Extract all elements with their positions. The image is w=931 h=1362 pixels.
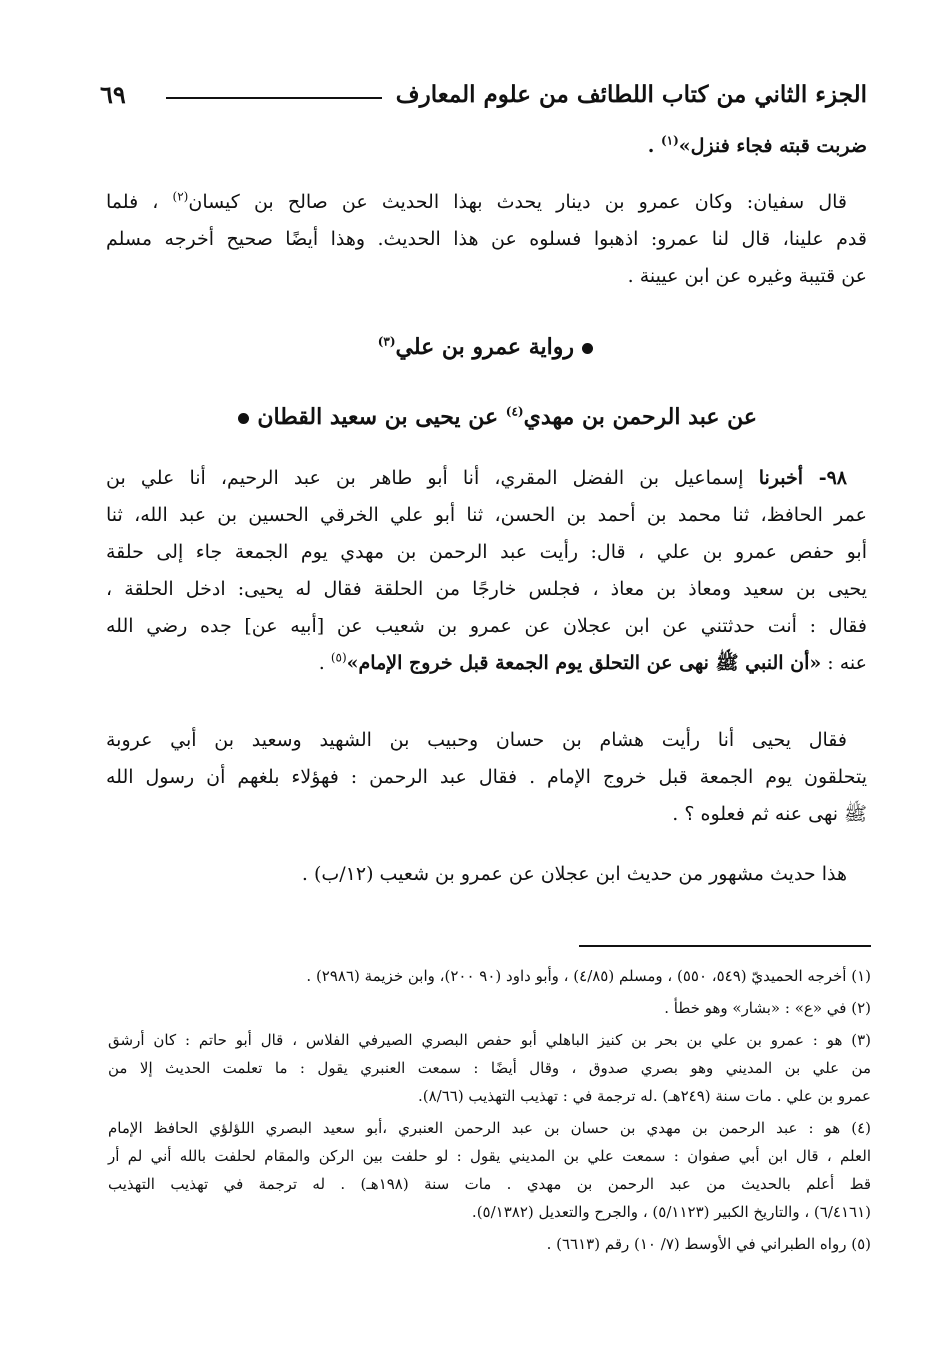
footnotes <box>108 962 871 1262</box>
text-line: هذا حديث مشهور من حديث ابن عجلان عن عمرو بن شعيب (١٢/ب) . <box>301 863 847 885</box>
header-rule <box>166 97 382 99</box>
footnote-2: (٢) في «ع» : «بشار» وهو خطأ . <box>664 999 871 1017</box>
text-line: فقال : أنت حدثتني عن ابن عجلان عن عمرو بن شعيب عن [أبيه عن] جده رضي الله <box>106 615 867 637</box>
paragraph-yahya <box>106 722 847 759</box>
page-number: ٦٩ <box>100 79 126 109</box>
text-line: يتحلقون يوم الجمعة قبل خروج الإمام . فقال عبد الرحمن : فهؤلاء بلغهم أن رسول الله <box>106 766 867 788</box>
text-line: عن قتيبة وغيره عن ابن عيينة . <box>627 265 867 287</box>
footnote-ref: (٣) <box>377 334 396 349</box>
paragraph-continuation <box>106 128 867 165</box>
text-line: عمر الحافظ، ثنا محمد بن أحمد بن الحسن، ثنا أبو علي الخرقي الحسين بن عبد الله، ثنا <box>106 504 867 526</box>
running-header <box>100 74 867 114</box>
bullet-icon <box>238 413 249 424</box>
footnote-5: (٥) رواه الطبراني في الأوسط (٧/ ١٠) رقم (٦٦١٣) . <box>546 1235 871 1253</box>
paragraph-yahya-cont <box>106 759 867 833</box>
footnote-4: (٤) هو : عبد الرحمن بن مهدي بن حسان بن عبد الرحمن العنبري ،أبو سعيد البصري اللؤلؤي الحافظ الإمام العلم ، قال ابن أبي صفوان : سمعت علي بن المديني يقول : لو حلفت بين الركن والمقام لحلفت بالله أني لم أر قط أعلم بالحديث من عبد الرحمن بن مهدي . مات سنة (١٩٨هـ) . له ترجمة في تهذيب التهذيب (٦/٤١٦١) ، والتاريخ الكبير (٥/١١٢٣) ، والجرح والتعديل (٥/١٣٨٢). <box>108 1119 871 1221</box>
paragraph-hadith-98-cont <box>106 497 867 682</box>
footnote-ref: (٢) <box>172 189 189 204</box>
text-line: ﷺ نهى عنه ثم فعلوه ؟ . <box>672 803 867 825</box>
footnote-separator <box>579 945 871 947</box>
footnote-ref: (٥) <box>330 650 347 665</box>
paragraph-hadith-98 <box>106 460 847 497</box>
section-heading-1: رواية عمرو بن علي$^{(٣)}$ <box>378 334 601 360</box>
text-line: ٩٨- أخبرنا إسماعيل بن الفضل المقري، أنا أبو طاهر بن عبد الرحيم، أنا علي بن <box>106 467 848 489</box>
text-line: قدم علينا، قال لنا عمرو: اذهبوا فسلوه عن هذا الحديث. وهذا أيضًا صحيح أخرجه مسلم <box>106 228 867 250</box>
footnote-ref: (١) <box>660 133 679 148</box>
footnote-ref: (٤) <box>505 404 524 419</box>
text-line: يحيى بن سعيد ومعاذ بن معاذ ، فجلس خارجًا من الحلقة فقال له يحيى: ادخل الحلقة ، <box>106 578 867 600</box>
text-line: أبو حفص عمرو بن علي ، قال: رأيت عبد الرحمن بن مهدي يوم الجمعة جاء إلى حلقة <box>106 541 867 563</box>
footnote-1: (١) أخرجه الحميديّ (٥٤٩، ٥٥٠) ، ومسلم (٤/٨٥) ، وأبو داود (٩٠ ٢٠٠)، وابن خزيمة (٢٩٨٦) . <box>306 967 871 985</box>
running-title: الجزء الثاني من كتاب اللطائف من علوم المعارف <box>395 80 867 108</box>
bullet-icon <box>582 343 593 354</box>
section-heading-2: عن عبد الرحمن بن مهدي$^{(٤)}$ عن يحيى بن سعيد القطان <box>230 404 757 430</box>
paragraph-sufyan-cont <box>106 221 867 295</box>
text-line: قال سفيان: وكان عمرو بن دينار يحدث بهذا الحديث عن صالح بن كيسان$^{(٢)}$ ، فلما <box>106 189 847 213</box>
paragraph-conclusion <box>106 856 847 893</box>
text-line: ضربت قبته فجاء فنزل»$^{(١)}$ . <box>647 133 867 157</box>
text-line: عنه : «أن النبي ﷺ نهى عن التحلق يوم الجمعة قبل خروج الإمام»$^{(٥)}$ . <box>318 650 867 674</box>
text-line: فقال يحيى أنا رأيت هشام بن حسان وحبيب بن الشهيد وسعيد بن أبي عروبة <box>106 729 847 751</box>
paragraph-sufyan <box>106 184 847 221</box>
footnote-3: (٣) هو : عمرو بن علي بن بحر بن كنيز الباهلي أبو حفص البصري الصيرفي الفلاس ، قال أبو حاتم : كان أرشق من علي بن المديني وهو بصري صدوق ، وقال أيضًا : سمعت العنبري يقول : ما تعلمت الحديث إلا من عمرو بن علي . مات سنة (٢٤٩هـ) .له ترجمة في : تهذيب التهذيب (٨/٦٦). <box>108 1031 871 1105</box>
